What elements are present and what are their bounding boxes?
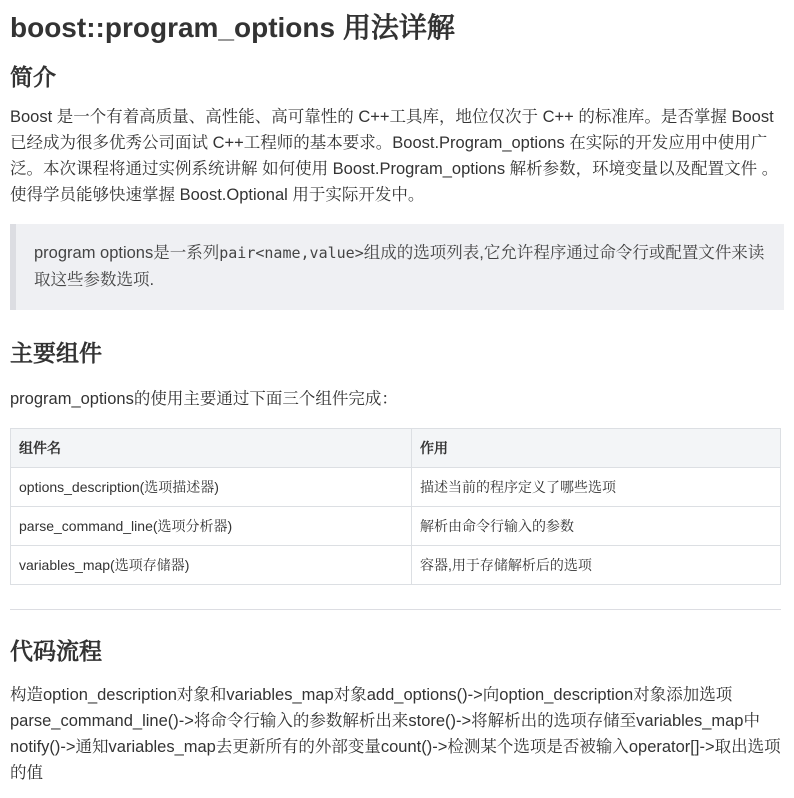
table-row: [11, 546, 781, 585]
table-header-cell: 组件名: [11, 429, 412, 468]
table-cell: 容器,用于存储解析后的选项: [412, 546, 781, 585]
table-cell: 解析由命令行输入的参数: [412, 507, 781, 546]
intro-heading: 简介: [10, 64, 56, 90]
page-title: boost::program_options 用法详解: [10, 12, 455, 43]
table-row: [11, 507, 781, 546]
section-divider: [10, 609, 781, 610]
table-row: [11, 468, 781, 507]
components-heading: 主要组件: [10, 340, 102, 366]
blockquote: [10, 224, 784, 310]
flow-heading: 代码流程: [10, 638, 102, 664]
components-paragraph: program_options的使用主要通过下面三个组件完成：: [10, 390, 398, 408]
table-cell: 描述当前的程序定义了哪些选项: [412, 468, 781, 507]
intro-paragraph: Boost 是一个有着高质量、高性能、高可靠性的 C++工具库，地位仅次于 C++ 的标准库。是否掌握 Boost 已经成为很多优秀公司面试 C++工程师的基本要求。Boost.Program_options 在实际的开发应用中使用广泛。本次课程将通过实例系统讲解 如何使用 Boost.Program_options 解析参数，环境变量以及配置文件 。使得学员能够快速掌握 Boost.Optional 用于实际开发中。: [10, 108, 779, 204]
quote-text-before: program options是一系列: [34, 244, 220, 262]
table-cell: parse_command_line(选项分析器): [11, 507, 412, 546]
flow-paragraph: 构造option_description对象和variables_map对象add_options()->向option_description对象添加选项parse_command_line()->将命令行输入的参数解析出来store()->将解析出的选项存储至variables_map中notify()->通知variables_map去更新所有的外部变量count()->检测某个选项是否被输入operator[]->取出选项的值: [10, 686, 781, 782]
table-header-cell: 作用: [412, 429, 781, 468]
quote-text-after: 组成的选项列表,它允许程序通过命令行或配置文件来读取这些参数选项.: [34, 244, 765, 289]
quote-code: pair<name,value>: [219, 244, 364, 262]
components-table: [10, 428, 781, 585]
table-header-row: [11, 429, 781, 468]
table-cell: variables_map(选项存储器): [11, 546, 412, 585]
table-cell: options_description(选项描述器): [11, 468, 412, 507]
